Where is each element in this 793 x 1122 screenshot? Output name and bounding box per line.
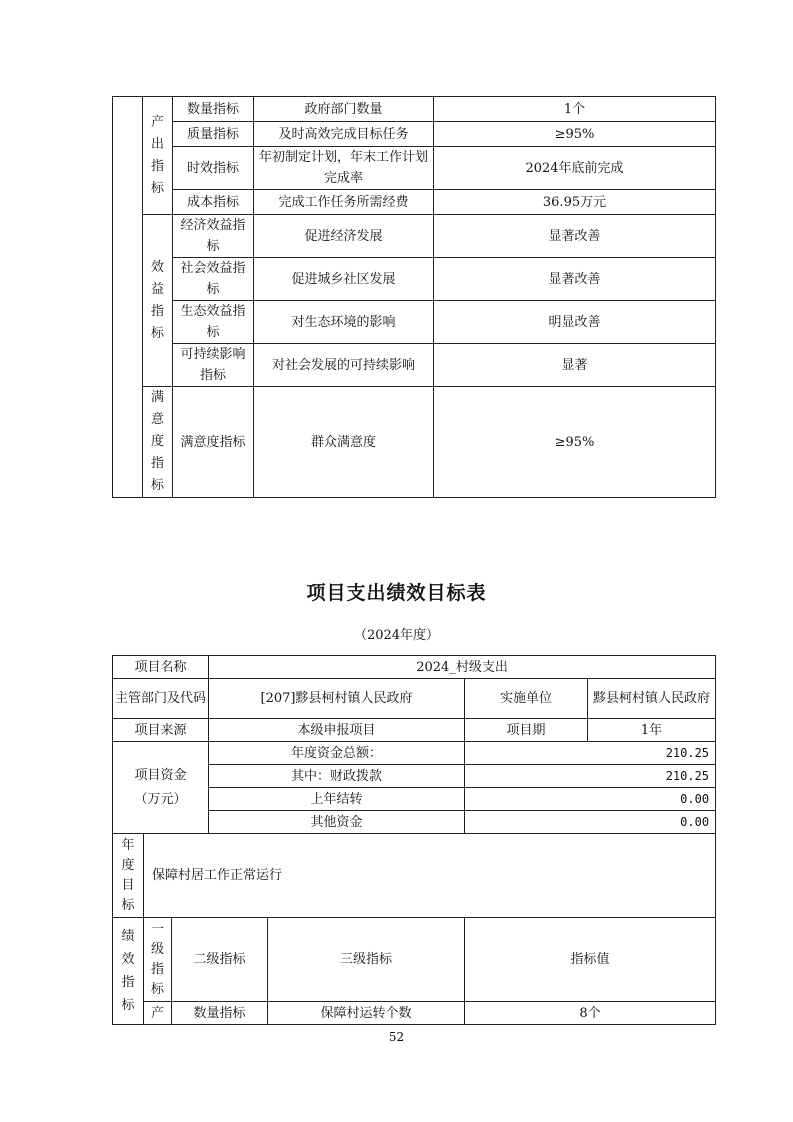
fund-item-value: 210.25 xyxy=(465,765,716,788)
project-period-label: 项目期 xyxy=(465,719,588,742)
performance-indicators-table-continued xyxy=(112,96,716,498)
level2-indicator: 数量指标 xyxy=(172,1002,268,1025)
third-level-indicator: 群众满意度 xyxy=(254,387,434,498)
indicator-value: 明显改善 xyxy=(434,301,716,344)
quantity-indicator: 数量指标 xyxy=(173,97,254,122)
output-indicator-label: 产 出 指 标 xyxy=(143,97,173,215)
cost-indicator: 成本指标 xyxy=(173,190,254,215)
page-number: 52 xyxy=(388,1030,405,1044)
indicator-value: 1个 xyxy=(434,97,716,122)
third-level-indicator: 年初制定计划，年末工作计划完成率 xyxy=(254,147,434,190)
quality-indicator: 质量指标 xyxy=(173,122,254,147)
first-level-column-blank xyxy=(113,97,143,498)
indicator-value: 36.95万元 xyxy=(434,190,716,215)
fund-item-label: 其中：财政拨款 xyxy=(209,765,465,788)
fund-item-label: 其他资金 xyxy=(209,811,465,834)
third-level-indicator: 政府部门数量 xyxy=(254,97,434,122)
level1-indicator-header: 一 级 指 标 xyxy=(144,918,172,1002)
level2-indicator-header: 二级指标 xyxy=(172,918,268,1002)
indicator-value-header: 指标值 xyxy=(465,918,716,1002)
project-performance-goal-table xyxy=(112,655,716,1025)
indicator-value: 显著改善 xyxy=(434,258,716,301)
social-benefit-indicator: 社会效益指标 xyxy=(173,258,254,301)
timeliness-indicator: 时效指标 xyxy=(173,147,254,190)
performance-indicator-label: 绩 效 指 标 xyxy=(113,918,144,1025)
implementing-unit-label: 实施单位 xyxy=(465,679,588,719)
annual-goal-text: 保障村居工作正常运行 xyxy=(144,834,716,918)
page-title: 项目支出绩效目标表 xyxy=(306,582,487,604)
ecological-benefit-indicator: 生态效益指标 xyxy=(173,301,254,344)
third-level-indicator: 促进城乡社区发展 xyxy=(254,258,434,301)
fund-item-value: 210.25 xyxy=(465,742,716,765)
level1-indicator: 产 xyxy=(144,1002,172,1025)
project-funds-label: 项目资金 （万元） xyxy=(113,742,209,834)
project-name-value: 2024_村级支出 xyxy=(209,656,716,679)
sustainable-impact-indicator: 可持续影响指标 xyxy=(173,344,254,387)
implementing-unit-value: 黟县柯村镇人民政府 xyxy=(588,679,716,719)
third-level-indicator: 完成工作任务所需经费 xyxy=(254,190,434,215)
level3-indicator: 保障村运转个数 xyxy=(268,1002,465,1025)
fund-item-label: 上年结转 xyxy=(209,788,465,811)
satisfaction-indicator-label: 满 意 度 指 标 xyxy=(143,387,173,498)
fund-item-value: 0.00 xyxy=(465,811,716,834)
project-source-label: 项目来源 xyxy=(113,719,209,742)
satisfaction-sub-indicator: 满意度指标 xyxy=(173,387,254,498)
page-subtitle: （2024年度） xyxy=(353,628,440,643)
department-label: 主管部门及代码 xyxy=(113,679,209,719)
fund-item-label: 年度资金总额： xyxy=(209,742,465,765)
economic-benefit-indicator: 经济效益指标 xyxy=(173,215,254,258)
indicator-value: ≥95% xyxy=(434,122,716,147)
project-source-value: 本级申报项目 xyxy=(209,719,465,742)
third-level-indicator: 对生态环境的影响 xyxy=(254,301,434,344)
third-level-indicator: 对社会发展的可持续影响 xyxy=(254,344,434,387)
project-name-label: 项目名称 xyxy=(113,656,209,679)
project-period-value: 1年 xyxy=(588,719,716,742)
level3-indicator-header: 三级指标 xyxy=(268,918,465,1002)
indicator-value: 显著改善 xyxy=(434,215,716,258)
third-level-indicator: 促进经济发展 xyxy=(254,215,434,258)
third-level-indicator: 及时高效完成目标任务 xyxy=(254,122,434,147)
indicator-value: ≥95% xyxy=(434,387,716,498)
indicator-value: 2024年底前完成 xyxy=(434,147,716,190)
indicator-value: 8个 xyxy=(465,1002,716,1025)
annual-goal-label: 年 度 目 标 xyxy=(113,834,144,918)
indicator-value: 显著 xyxy=(434,344,716,387)
department-value: [207]黟县柯村镇人民政府 xyxy=(209,679,465,719)
benefit-indicator-label: 效 益 指 标 xyxy=(143,215,173,387)
fund-item-value: 0.00 xyxy=(465,788,716,811)
